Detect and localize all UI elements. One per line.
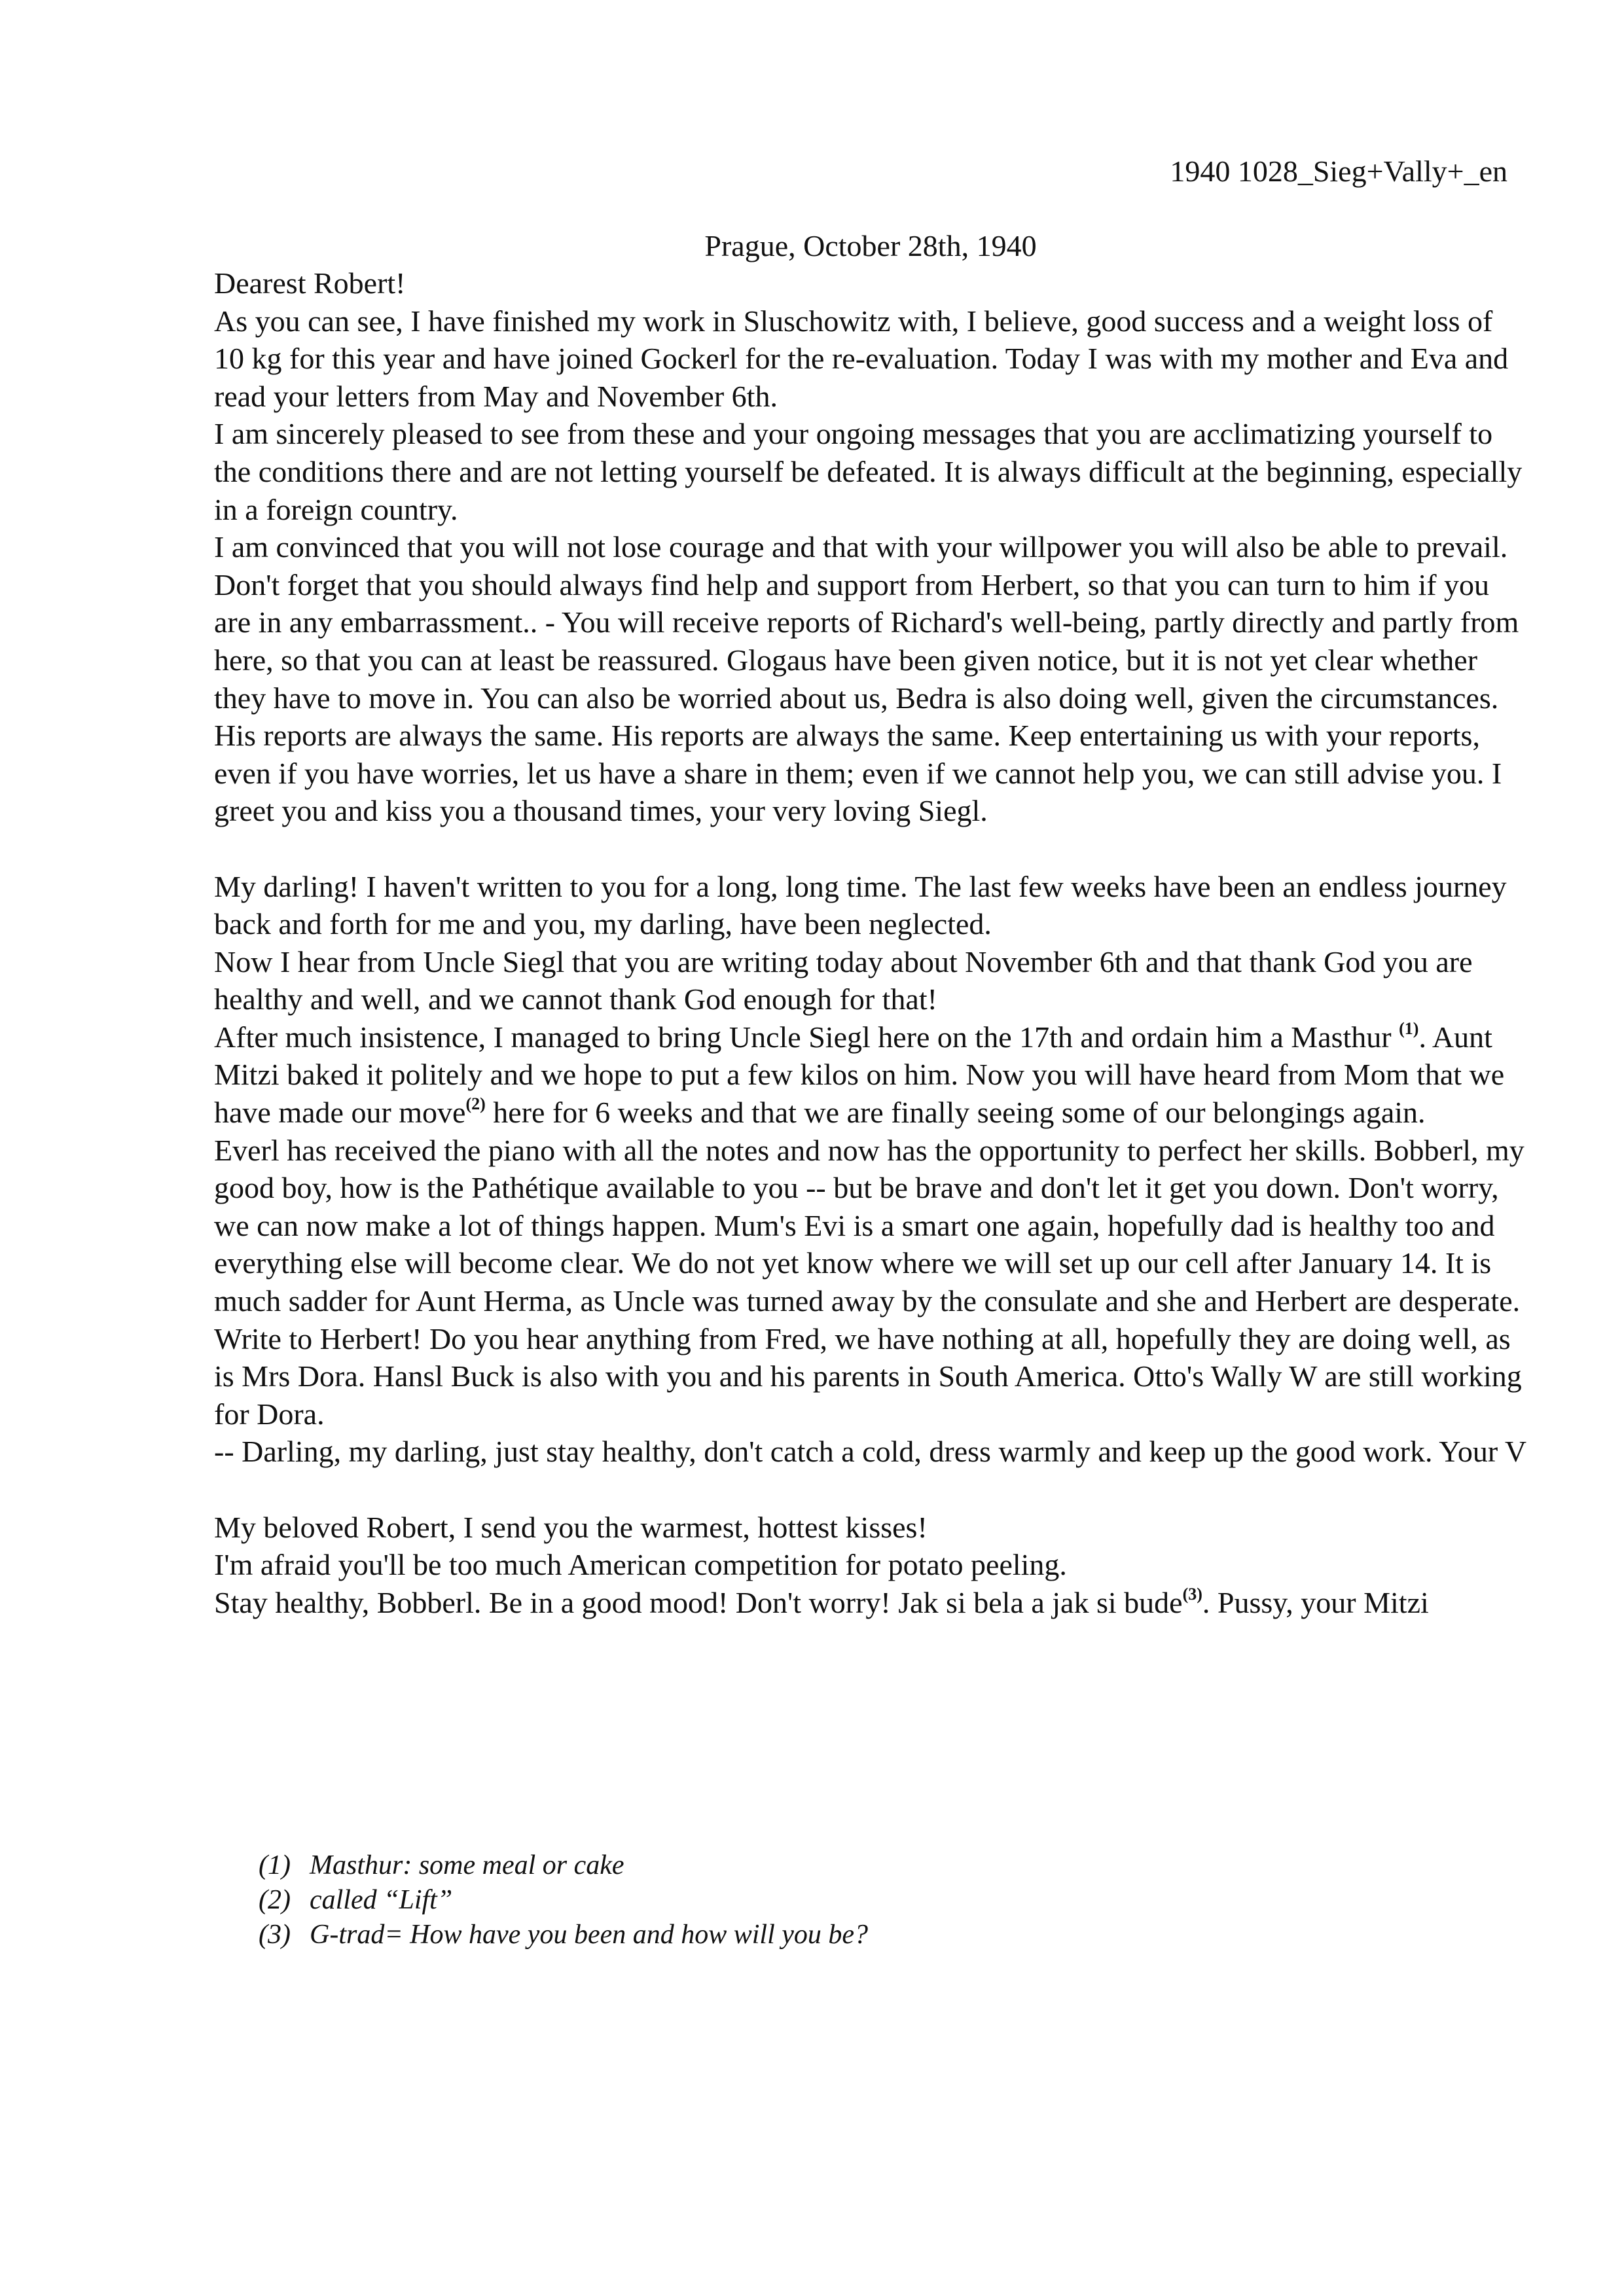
mitzi-paragraph-3-text-a: Stay healthy, Bobberl. Be in a good mood! Don't worry! Jak si bela a jak si bude [214, 1585, 1183, 1619]
mitzi-paragraph-1: My beloved Robert, I send you the warmest, hottest kisses! [214, 1510, 928, 1544]
section-spacer [214, 1471, 1530, 1509]
vally-paragraph-5: -- Darling, my darling, just stay healthy, don't catch a cold, dress warmly and keep up the good work. Your V [214, 1435, 1527, 1469]
salutation: Dearest Robert! [214, 266, 406, 300]
section-spacer [214, 830, 1530, 868]
letter-body [214, 264, 1530, 1621]
vally-paragraph-1: My darling! I haven't written to you for a long, long time. The last few weeks have been an endless journey back and forth for me and you, my darling, have been neglected. [214, 869, 1507, 941]
place-date-line: Prague, October 28th, 1940 [704, 229, 1037, 262]
footnote-item [259, 1918, 868, 1952]
vally-paragraph-2: Now I hear from Uncle Siegl that you are writing today about November 6th and that thank God you are healthy and well, and we cannot thank God enough for that! [214, 944, 1473, 1016]
vally-paragraph-4: Everl has received the piano with all the notes and now has the opportunity to perfect her skills. Bobberl, my good boy, how is the Pathétique available to you -- but be brave and don't let it get you down. Don't worry, we can now make a lot of things happen. Mum's Evi is a smart one again, hopefully dad is healthy too and everything else will become clear. We do not yet know where we will set up our cell after January 14. It is much sadder for Aunt Herma, as Uncle was turned away by the consulate and she and Herbert are desperate. Write to Herbert! Do you hear anything from Fred, we have nothing at all, hopefully they are doing well, as is Mrs Dora. Hansl Buck is also with you and his parents in South America. Otto's Wally W are still working for Dora. [214, 1133, 1525, 1431]
vally-paragraph-3-text-b: . Aunt Mitzi baked it politely and we hope to put a few kilos on him. Now you will have heard from Mom that we have made our move [214, 1020, 1505, 1130]
siegl-paragraph-3: I am convinced that you will not lose courage and that with your willpower you will also be able to prevail. Don't forget that you should always find help and support from Herbert, so that you can turn to him if you are in any embarrassment.. - You will receive reports of Richard's well-being, partly directly and partly from here, so that you can at least be reassured. Glogaus have been given notice, but it is not yet clear whether they have to move in. You can also be worried about us, Bedra is also doing well, given the circumstances. His reports are always the same. His reports are always the same. Keep entertaining us with your reports, even if you have worries, let us have a share in them; even if we cannot help you, we can still advise you. I greet you and kiss you a thousand times, your very loving Siegl. [214, 530, 1519, 828]
footnote-text: G-trad= How have you been and how will you be? [310, 1920, 869, 1950]
siegl-paragraph-1: As you can see, I have finished my work in Sluschowitz with, I believe, good success and a weight loss of 10 kg for this year and have joined Gockerl for the re-evaluation. Today I was with my mother and Eva and read your letters from May and November 6th. [214, 304, 1509, 413]
footnotes-list [259, 1848, 868, 1952]
footnote-text: Masthur: some meal or cake [310, 1850, 624, 1880]
vally-paragraph-3 [214, 1018, 1530, 1132]
document-id: 1940 1028_Sieg+Vally+_en [1170, 154, 1507, 188]
footnote-item [259, 1848, 868, 1883]
siegl-paragraph-2: I am sincerely pleased to see from these and your ongoing messages that you are acclimatizing yourself to the conditions there and are not letting yourself be defeated. It is always difficult at the beginning, especially in a foreign country. [214, 417, 1523, 526]
footnote-text: called “Lift” [310, 1885, 453, 1915]
mitzi-paragraph-3-text-b: . Pussy, your Mitzi [1202, 1585, 1429, 1619]
footnote-mark: (2) [259, 1885, 291, 1915]
footnote-item [259, 1883, 868, 1918]
footnote-ref-3: (3) [1182, 1584, 1202, 1604]
mitzi-paragraph-3 [214, 1584, 1530, 1622]
vally-paragraph-3-text-a: After much insistence, I managed to bring Uncle Siegl here on the 17th and ordain him a Masthur [214, 1020, 1399, 1054]
footnote-ref-1: (1) [1399, 1018, 1419, 1038]
footnote-mark: (3) [259, 1920, 291, 1950]
footnote-ref-2: (2) [465, 1094, 486, 1114]
mitzi-paragraph-2: I'm afraid you'll be too much American competition for potato peeling. [214, 1548, 1067, 1582]
vally-paragraph-3-text-c: here for 6 weeks and that we are finally seeing some of our belongings again. [485, 1096, 1426, 1130]
footnote-mark: (1) [259, 1850, 291, 1880]
